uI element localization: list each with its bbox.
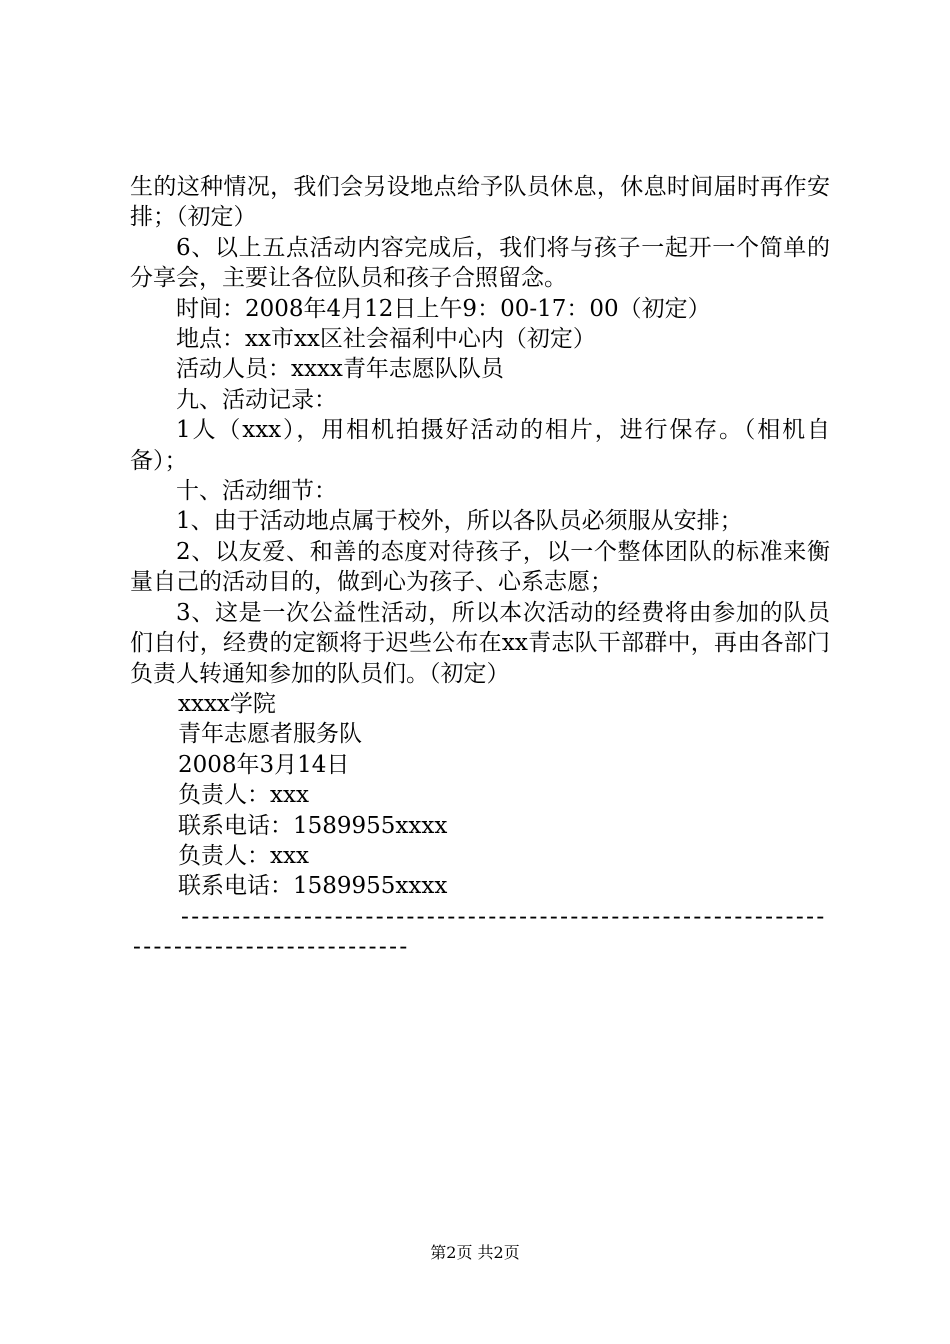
- signature-org-line1: xxxx学院: [178, 690, 276, 717]
- contact1-phone: 联系电话：1589955xxxx: [178, 812, 448, 839]
- paragraph-location: 地点：xx市xx区社会福利中心内（初定）: [176, 326, 596, 353]
- section-heading-details: 十、活动细节：: [176, 478, 337, 505]
- paragraph-rest-area: 生的这种情况，我们会另设地点给予队员休息，休息时间届时再作安排；（初定）: [130, 174, 830, 231]
- paragraph-detail-2: 2、以友爱、和善的态度对待孩子，以一个整体团队的标准来衡量自己的活动目的，做到心为孩子、心系志愿；: [130, 538, 830, 596]
- dashed-divider: ------------------------------------------------------------------------------------------: [130, 903, 824, 960]
- paragraph-item-6: 6、以上五点活动内容完成后，我们将与孩子一起开一个简单的分享会，主要让各位队员和孩子合照留念。: [130, 234, 830, 292]
- paragraph-participants: 活动人员：xxxx青年志愿队队员: [176, 356, 504, 383]
- paragraph-time: 时间：2008年4月12日上午9：00-17：00（初定）: [176, 295, 711, 322]
- contact2-phone: 联系电话：1589955xxxx: [178, 873, 448, 900]
- contact1-person: 负责人：xxx: [178, 782, 309, 809]
- document-body: [130, 172, 830, 962]
- signature-org-line2: 青年志愿者服务队: [178, 721, 362, 748]
- section-heading-record: 九、活动记录：: [176, 386, 337, 413]
- page-footer: 第2页 共2页: [430, 1243, 520, 1262]
- signature-date: 2008年3月14日: [178, 751, 350, 778]
- contact2-person: 负责人：xxx: [178, 842, 309, 869]
- paragraph-detail-1: 1、由于活动地点属于校外，所以各队员必须服从安排；: [176, 508, 743, 535]
- paragraph-detail-3: 3、这是一次公益性活动，所以本次活动的经费将由参加的队员们自付，经费的定额将于迟些公布在xx青志队干部群中，再由各部门负责人转通知参加的队员们。（初定）: [130, 599, 830, 687]
- paragraph-record: 1人（xxx），用相机拍摄好活动的相片，进行保存。（相机自备）；: [130, 417, 830, 474]
